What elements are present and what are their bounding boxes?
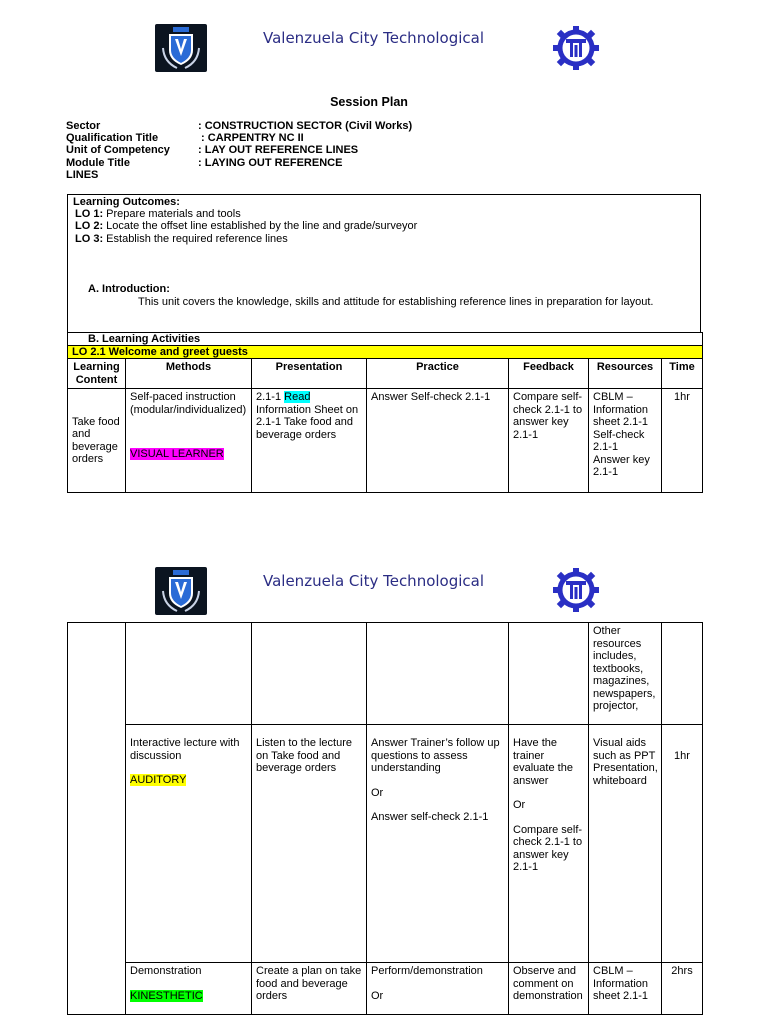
time-cell [662, 623, 703, 725]
field-module-label: Module Title [66, 157, 130, 169]
methods-cell [126, 389, 252, 493]
feedback-cell: Have the trainer evaluate the answer Or Compare self-check 2.1-1 to answer key 2.1-1 [509, 725, 589, 963]
method-text: Interactive lecture with discussion [130, 737, 240, 762]
time-cell: 1hr [662, 725, 703, 963]
resources-cell: Other resources includes, textbooks, magazines, newspapers, projector, [589, 623, 662, 725]
presentation-cell: Create a plan on take food and beverage orders [252, 963, 367, 1015]
outcome-item: LO 3: Establish the required reference lines [75, 233, 288, 245]
outcome-item: LO 1: Prepare materials and tools [75, 208, 241, 220]
tesda-logo [552, 25, 600, 76]
school-name: Valenzuela City Technological [263, 572, 485, 590]
school-logo [155, 24, 207, 72]
outcome-item: LO 2: Locate the offset line established by the line and grade/surveyor [75, 220, 418, 232]
table-row [68, 963, 703, 1015]
field-module-value: : LAYING OUT REFERENCE [198, 157, 343, 169]
practice-cell: Answer Self-check 2.1-1 [367, 389, 509, 493]
methods-cell [126, 963, 252, 1015]
col-header: Feedback [509, 359, 589, 389]
highlight-read: Read [284, 391, 311, 403]
school-name: Valenzuela City Technological [263, 29, 485, 47]
outcomes-box [67, 194, 701, 333]
learning-content-cell [68, 623, 126, 1015]
presentation-cell [252, 623, 367, 725]
practice-cell: Perform/demonstration Or [367, 963, 509, 1015]
time-cell: 2hrs [662, 963, 703, 1015]
practice-cell [367, 623, 509, 725]
introduction-heading: A. Introduction: [88, 283, 170, 295]
feedback-cell: Compare self-check 2.1-1 to answer key 2.1-1 [509, 389, 589, 493]
method-text: Self-paced instruction (modular/individualized) [130, 391, 247, 416]
learner-type-tag: VISUAL LEARNER [130, 448, 224, 460]
field-qualification-label: Qualification Title [66, 132, 159, 144]
lo-title-bar: LO 2.1 Welcome and greet guests [68, 346, 703, 359]
field-qualification-value: : CARPENTRY NC II [198, 132, 304, 144]
activities-table-continued [67, 622, 703, 1015]
outcomes-heading: Learning Outcomes: [73, 196, 180, 208]
doc-title: Session Plan [330, 95, 408, 109]
feedback-cell: Observe and comment on demonstration [509, 963, 589, 1015]
col-header: Time [662, 359, 703, 389]
col-header: Resources [589, 359, 662, 389]
col-header: Learning Content [68, 359, 126, 389]
field-sector-label: Sector [66, 120, 101, 132]
learning-content-cell: Take food and beverage orders [68, 389, 126, 493]
methods-cell [126, 623, 252, 725]
learner-type-tag: AUDITORY [130, 774, 187, 786]
resources-cell: Visual aids such as PPT Presentation, whiteboard [589, 725, 662, 963]
introduction-text: This unit covers the knowledge, skills and attitude for establishing reference lines in preparation for layout. [138, 296, 654, 308]
methods-cell [126, 725, 252, 963]
field-unit-value: : LAY OUT REFERENCE LINES [198, 144, 359, 156]
presentation-cell: 2.1-1 Read Information Sheet on 2.1-1 Take food and beverage orders [252, 389, 367, 493]
feedback-cell [509, 623, 589, 725]
tesda-logo [552, 567, 600, 618]
presentation-cell: Listen to the lecture on Take food and beverage orders [252, 725, 367, 963]
col-header: Presentation [252, 359, 367, 389]
activities-table [67, 332, 703, 493]
learner-type-tag: KINESTHETIC [130, 989, 203, 1002]
field-unit-label: Unit of Competency [66, 144, 170, 156]
method-text: Demonstration [130, 965, 202, 977]
resources-cell: CBLM – Information sheet 2.1-1 [589, 963, 662, 1015]
field-module-label-cont: LINES [66, 169, 99, 181]
col-header: Methods [126, 359, 252, 389]
table-row [68, 623, 703, 725]
table-row [68, 389, 703, 493]
time-cell: 1hr [662, 389, 703, 493]
col-header: Practice [367, 359, 509, 389]
field-sector-value: : CONSTRUCTION SECTOR (Civil Works) [198, 120, 413, 132]
practice-cell: Answer Trainer’s follow up questions to assess understanding Or Answer self-check 2.1-1 [367, 725, 509, 963]
table-row [68, 725, 703, 963]
activities-heading: B. Learning Activities [68, 333, 703, 346]
resources-cell: CBLM – Information sheet 2.1-1 Self-check 2.1-1 Answer key 2.1-1 [589, 389, 662, 493]
school-logo [155, 567, 207, 615]
